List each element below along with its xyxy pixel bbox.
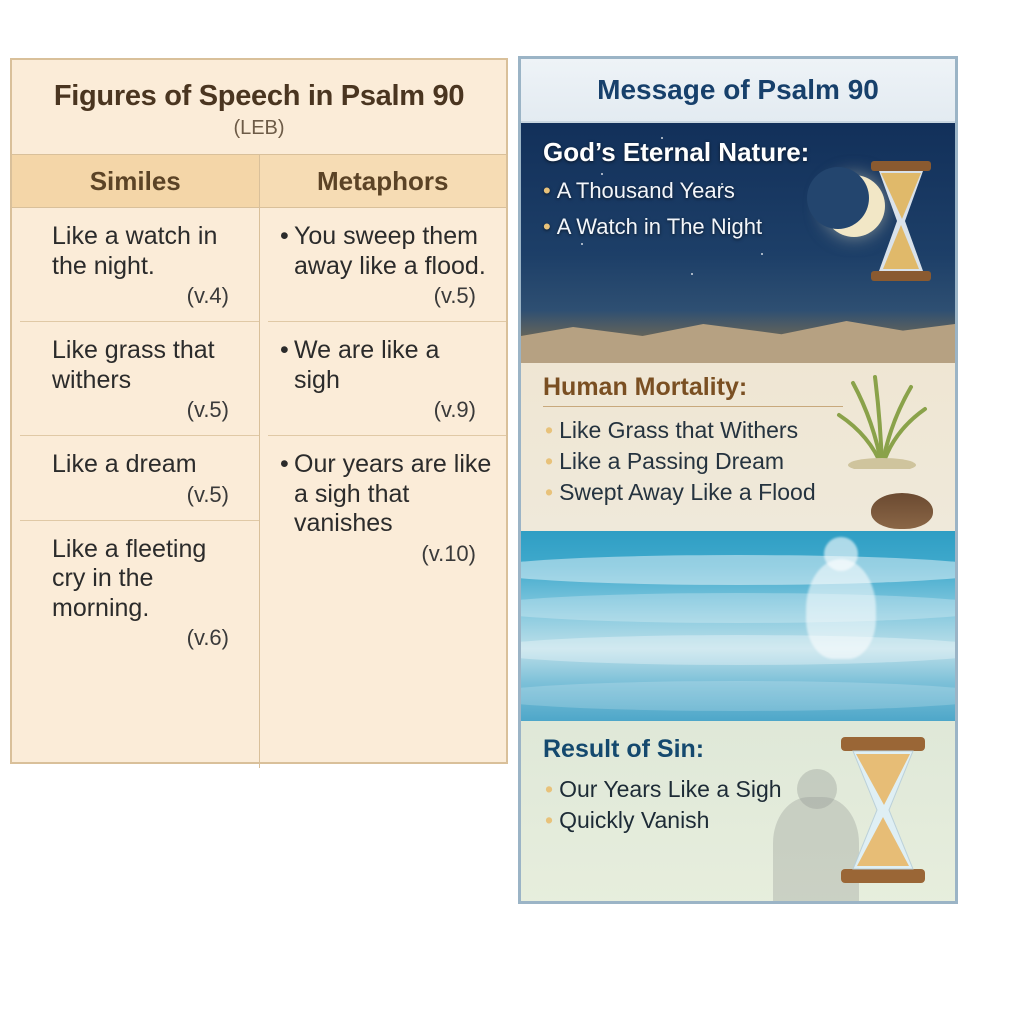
- list-item: [20, 322, 259, 436]
- item-label: Quickly Vanish: [559, 807, 710, 833]
- bullet-icon: •: [545, 417, 554, 443]
- ocean-waves-icon: [521, 681, 955, 711]
- verse-ref: (v.4): [186, 283, 229, 308]
- figures-columns: [12, 208, 506, 768]
- column-header-similes: Similes: [12, 155, 260, 207]
- metaphor-text: You sweep them away like a flood.: [294, 222, 486, 280]
- bullet-icon: •: [545, 448, 554, 474]
- list-item: [543, 214, 843, 240]
- item-label: Like a Passing Dream: [559, 448, 785, 474]
- simile-text: Like grass that withers: [52, 336, 215, 394]
- section-gods-eternal-nature: [521, 123, 955, 363]
- eternal-nature-text: [543, 137, 843, 240]
- section-heading: Human Mortality:: [543, 373, 748, 401]
- metaphor-text: We are like a sigh: [294, 336, 440, 394]
- simile-text: Like a watch in the night.: [52, 222, 218, 280]
- verse-ref: (v.9): [433, 397, 476, 422]
- item-label: Our Years Like a Sigh: [559, 776, 782, 802]
- divider: [543, 406, 843, 407]
- ocean-waves-icon: [521, 635, 955, 665]
- list-item: [20, 208, 259, 322]
- section-result-of-sin: [521, 721, 955, 904]
- verse-ref: (v.10): [421, 540, 476, 566]
- column-headers: [12, 154, 506, 208]
- left-panel-subtitle: (LEB): [233, 117, 285, 139]
- verse-ref: (v.5): [186, 481, 229, 507]
- bullet-icon: •: [545, 776, 554, 802]
- desert-dunes-icon: [521, 303, 955, 363]
- message-of-psalm-panel: [518, 56, 958, 904]
- item-label: Swept Away Like a Flood: [559, 479, 816, 505]
- column-header-metaphors: Metaphors: [317, 165, 449, 196]
- list-item: [20, 436, 259, 521]
- section-heading: God’s Eternal Nature:: [543, 137, 810, 167]
- hourglass-icon: [835, 735, 931, 885]
- item-label: A Thousand Years: [556, 178, 735, 203]
- metaphor-text: Our years are like a sigh that vanishes: [294, 450, 492, 537]
- list-item: [268, 436, 506, 579]
- hourglass-icon: [865, 159, 937, 283]
- verse-ref: (v.5): [433, 283, 476, 308]
- similes-column: [12, 208, 259, 768]
- list-item: [543, 178, 843, 204]
- list-item: [268, 322, 506, 436]
- section-flood-water: [521, 531, 955, 721]
- figures-of-speech-panel: [10, 58, 508, 764]
- ocean-waves-icon: [521, 555, 955, 585]
- bullet-icon: •: [545, 479, 554, 505]
- bullet-icon: •: [545, 807, 554, 833]
- item-label: A Watch in The Night: [556, 214, 763, 239]
- section-human-mortality: [521, 363, 955, 531]
- item-label: Like Grass that Withers: [559, 417, 799, 443]
- simile-text: Like a fleeting cry in the morning.: [52, 534, 207, 622]
- bullet-icon: •: [280, 450, 289, 478]
- section-heading: Result of Sin:: [543, 735, 705, 763]
- rock-icon: [871, 493, 933, 529]
- bullet-icon: •: [280, 222, 289, 250]
- grass-tuft-icon: [827, 369, 937, 469]
- verse-ref: (v.5): [186, 397, 229, 422]
- metaphors-column: [259, 208, 506, 768]
- right-panel-title: Message of Psalm 90: [597, 74, 879, 105]
- bullet-icon: •: [543, 178, 551, 203]
- ocean-waves-icon: [521, 593, 955, 623]
- right-panel-title-bar: [521, 59, 955, 123]
- simile-text: Like a dream: [52, 450, 197, 478]
- bullet-icon: •: [543, 214, 551, 239]
- list-item: [20, 521, 259, 664]
- verse-ref: (v.6): [186, 625, 229, 650]
- left-panel-title: Figures of Speech in Psalm 90: [53, 80, 465, 112]
- bullet-icon: •: [280, 336, 289, 364]
- list-item: [268, 208, 506, 322]
